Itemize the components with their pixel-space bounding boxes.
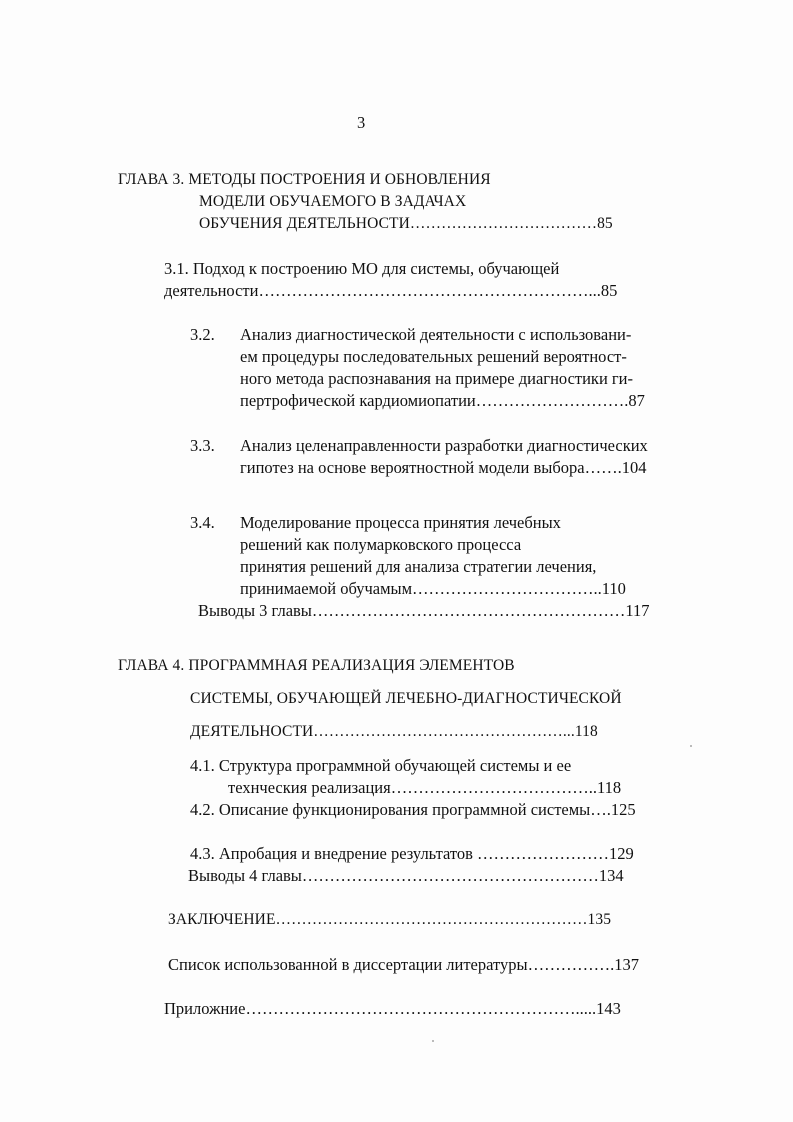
- toc-entry-3-4-line3: принятия решений для анализа стратегии лечения,: [240, 557, 597, 576]
- scan-speck: [432, 1040, 434, 1042]
- toc-entry-4-3: 4.3. Апробация и внедрение результатов ……………………129: [190, 844, 634, 863]
- toc-entry-3-2-line3: ного метода распознавания на примере диагностики ги-: [240, 369, 633, 388]
- toc-entry-3-3-number: 3.3.: [190, 436, 215, 455]
- toc-entry-3-4-line1: Моделирование процесса принятия лечебных: [240, 513, 561, 532]
- toc-entry-3-3-line2: гипотез на основе вероятностной модели выбора…….104: [240, 458, 647, 477]
- chapter4-heading: ГЛАВА 4. ПРОГРАММНАЯ РЕАЛИЗАЦИЯ ЭЛЕМЕНТОВ: [118, 657, 515, 674]
- toc-chapter3-conclusions: Выводы 3 главы…………………………………………………117: [198, 601, 650, 620]
- toc-entry-4-1-line2: технческия реализация………………………………..118: [228, 778, 622, 797]
- chapter3-heading-line2: МОДЕЛИ ОБУЧАЕМОГО В ЗАДАЧАХ: [199, 193, 467, 210]
- page-number: 3: [357, 113, 366, 132]
- toc-chapter4-conclusions: Выводы 4 главы………………………………………………134: [188, 866, 624, 885]
- toc-entry-3-2-line2: ем процедуры последовательных решений вероятност-: [240, 347, 627, 366]
- toc-entry-3-3-line1: Анализ целенаправленности разработки диагностических: [240, 436, 648, 455]
- toc-entry-3-4-line2: решений как полумарковского процесса: [240, 535, 522, 554]
- chapter4-heading-line2: СИСТЕМЫ, ОБУЧАЮЩЕЙ ЛЕЧЕБНО-ДИАГНОСТИЧЕСКОЙ: [190, 690, 622, 707]
- toc-conclusion: ЗАКЛЮЧЕНИЕ……………………………………………………135: [168, 911, 612, 928]
- toc-entry-3-4-line4: принимаемой обучамым……………………………..110: [240, 579, 626, 598]
- toc-entry-4-2: 4.2. Описание функционирования программной системы….125: [190, 800, 636, 819]
- toc-appendix: Приложние…………………………………………………….....143: [164, 999, 621, 1018]
- scan-speck: [690, 745, 692, 747]
- toc-bibliography: Список использованной в диссертации литературы…………….137: [168, 955, 639, 974]
- toc-entry-3-1-line1: 3.1. Подход к построению МО для системы, обучающей: [164, 259, 560, 278]
- chapter4-heading-line3: ДЕЯТЕЛЬНОСТИ…………………………………………...118: [190, 723, 598, 740]
- chapter3-heading: ГЛАВА 3. МЕТОДЫ ПОСТРОЕНИЯ И ОБНОВЛЕНИЯ: [118, 171, 491, 188]
- toc-entry-3-1-line2: деятельности……………………………………………………...85: [164, 281, 618, 300]
- toc-entry-3-2-line4: пертрофической кардиомиопатии……………………….87: [240, 391, 645, 410]
- toc-entry-3-2-number: 3.2.: [190, 325, 215, 344]
- toc-entry-3-4-number: 3.4.: [190, 513, 215, 532]
- toc-entry-3-2-line1: Анализ диагностической деятельности с использовани-: [240, 325, 632, 344]
- toc-entry-4-1-line1: 4.1. Структура программной обучающей системы и ее: [190, 756, 572, 775]
- chapter3-heading-line3: ОБУЧЕНИЯ ДЕЯТЕЛЬНОСТИ………………………………85: [199, 215, 613, 232]
